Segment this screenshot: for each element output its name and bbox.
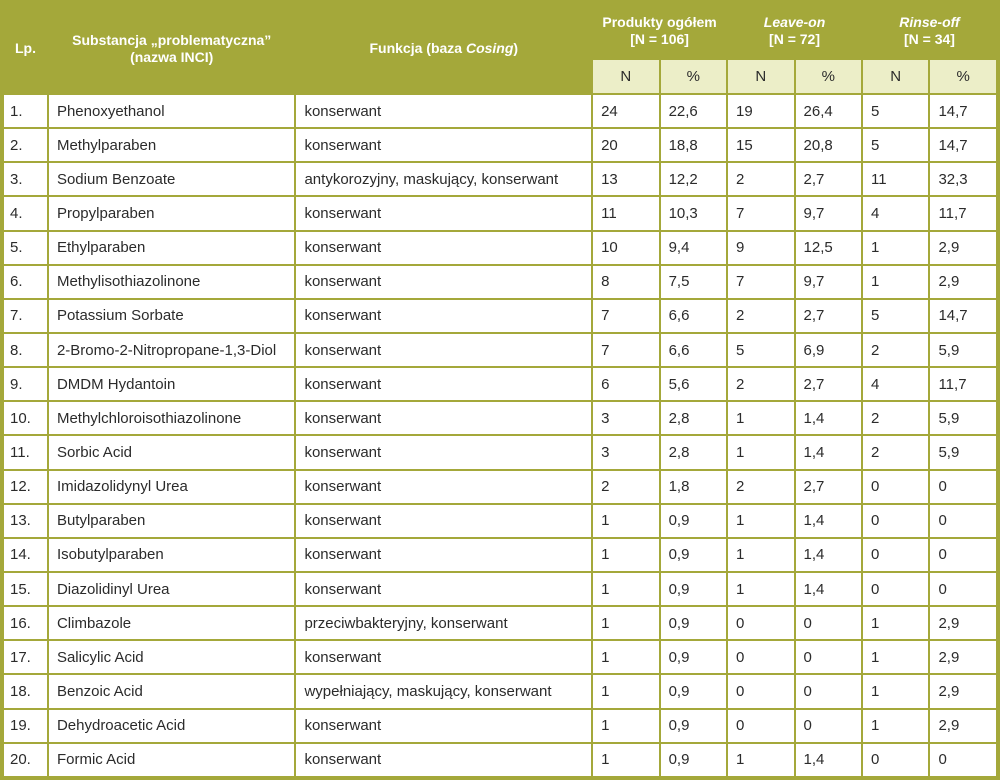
- table-row: [4, 505, 996, 537]
- cell-substance: Dehydroacetic Acid: [49, 710, 295, 742]
- cell-rinse-pct: 2,9: [930, 232, 996, 264]
- table-row: [4, 266, 996, 298]
- header-function-prefix: Funkcja (baza: [369, 40, 466, 56]
- cell-leave-n: 0: [728, 607, 793, 639]
- cell-lp: 18.: [4, 675, 47, 707]
- subheader-leave-n: N: [728, 60, 793, 93]
- subheader-rinse-pct: %: [930, 60, 996, 93]
- cell-rinse-n: 1: [863, 607, 928, 639]
- cell-rinse-pct: 0: [930, 539, 996, 571]
- cell-lp: 17.: [4, 641, 47, 673]
- cell-rinse-pct: 0: [930, 573, 996, 605]
- header-substance: [49, 4, 295, 93]
- cell-leave-n: 2: [728, 471, 793, 503]
- cell-rinse-pct: 0: [930, 471, 996, 503]
- cell-lp: 12.: [4, 471, 47, 503]
- cell-rinse-pct: 14,7: [930, 300, 996, 332]
- cell-lp: 7.: [4, 300, 47, 332]
- cell-lp: 14.: [4, 539, 47, 571]
- table-row: [4, 402, 996, 434]
- cell-substance: Imidazolidynyl Urea: [49, 471, 295, 503]
- cell-rinse-n: 2: [863, 402, 928, 434]
- header-leave-on: [728, 4, 861, 58]
- cell-lp: 5.: [4, 232, 47, 264]
- cell-function: konserwant: [296, 402, 591, 434]
- cell-total-n: 1: [593, 539, 658, 571]
- cell-total-n: 1: [593, 744, 658, 776]
- header-rinse-title: Rinse-off: [899, 14, 960, 30]
- header-row: [4, 4, 996, 58]
- cell-function: wypełniający, maskujący, konserwant: [296, 675, 591, 707]
- cell-function: konserwant: [296, 266, 591, 298]
- cell-lp: 13.: [4, 505, 47, 537]
- cell-rinse-pct: 0: [930, 505, 996, 537]
- cell-rinse-n: 0: [863, 573, 928, 605]
- cell-total-pct: 0,9: [661, 675, 726, 707]
- cell-leave-n: 1: [728, 402, 793, 434]
- cell-total-pct: 9,4: [661, 232, 726, 264]
- header-rinse-off: [863, 4, 996, 58]
- header-substance-line2: (nazwa INCI): [130, 48, 214, 65]
- cell-total-n: 1: [593, 505, 658, 537]
- cell-total-pct: 6,6: [661, 300, 726, 332]
- subheader-total-n: N: [593, 60, 658, 93]
- cell-substance: Sodium Benzoate: [49, 163, 295, 195]
- cell-function: konserwant: [296, 744, 591, 776]
- cell-function: konserwant: [296, 573, 591, 605]
- cell-total-pct: 5,6: [661, 368, 726, 400]
- cell-rinse-pct: 2,9: [930, 675, 996, 707]
- cell-total-n: 13: [593, 163, 658, 195]
- cell-rinse-n: 1: [863, 710, 928, 742]
- cell-leave-n: 1: [728, 573, 793, 605]
- cell-leave-pct: 1,4: [796, 539, 861, 571]
- cell-leave-pct: 0: [796, 607, 861, 639]
- cell-total-n: 20: [593, 129, 658, 161]
- table-row: [4, 641, 996, 673]
- cell-leave-pct: 6,9: [796, 334, 861, 366]
- cell-function: konserwant: [296, 334, 591, 366]
- cell-total-n: 3: [593, 402, 658, 434]
- cell-function: konserwant: [296, 471, 591, 503]
- table-row: [4, 197, 996, 229]
- table-row: [4, 368, 996, 400]
- preservatives-table: [2, 2, 998, 778]
- cell-leave-n: 0: [728, 710, 793, 742]
- cell-rinse-pct: 14,7: [930, 129, 996, 161]
- cell-total-pct: 2,8: [661, 402, 726, 434]
- cell-function: konserwant: [296, 710, 591, 742]
- cell-substance: Potassium Sorbate: [49, 300, 295, 332]
- subheader-total-pct: %: [661, 60, 726, 93]
- cell-substance: Butylparaben: [49, 505, 295, 537]
- header-function-suffix: ): [513, 40, 519, 56]
- cell-total-pct: 0,9: [661, 641, 726, 673]
- table-row: [4, 710, 996, 742]
- cell-leave-pct: 9,7: [796, 266, 861, 298]
- cell-total-n: 1: [593, 710, 658, 742]
- cell-leave-pct: 2,7: [796, 471, 861, 503]
- table-row: [4, 573, 996, 605]
- table-body: [4, 95, 996, 776]
- cell-rinse-pct: 2,9: [930, 641, 996, 673]
- cell-lp: 19.: [4, 710, 47, 742]
- cell-total-pct: 7,5: [661, 266, 726, 298]
- cell-rinse-n: 5: [863, 300, 928, 332]
- cell-total-n: 24: [593, 95, 658, 127]
- header-total-title: Produkty ogółem: [602, 14, 717, 30]
- cell-substance: 2-Bromo-2-Nitropropane-1,3-Diol: [49, 334, 295, 366]
- cell-rinse-n: 0: [863, 539, 928, 571]
- cell-lp: 10.: [4, 402, 47, 434]
- cell-leave-pct: 2,7: [796, 368, 861, 400]
- cell-rinse-n: 11: [863, 163, 928, 195]
- table-row: [4, 607, 996, 639]
- table-row: [4, 744, 996, 776]
- cell-total-pct: 10,3: [661, 197, 726, 229]
- cell-leave-n: 5: [728, 334, 793, 366]
- cell-rinse-pct: 32,3: [930, 163, 996, 195]
- cell-leave-pct: 20,8: [796, 129, 861, 161]
- header-rinse-n: [N = 34]: [904, 31, 955, 47]
- cell-substance: Methylparaben: [49, 129, 295, 161]
- cell-leave-n: 1: [728, 505, 793, 537]
- cell-rinse-n: 5: [863, 95, 928, 127]
- cell-rinse-pct: 2,9: [930, 607, 996, 639]
- cell-rinse-pct: 5,9: [930, 402, 996, 434]
- cell-total-pct: 0,9: [661, 539, 726, 571]
- subheader-leave-pct: %: [796, 60, 861, 93]
- cell-function: konserwant: [296, 197, 591, 229]
- cell-lp: 15.: [4, 573, 47, 605]
- table-row: [4, 129, 996, 161]
- cell-function: konserwant: [296, 95, 591, 127]
- cell-substance: Isobutylparaben: [49, 539, 295, 571]
- cell-function: antykorozyjny, maskujący, konserwant: [296, 163, 591, 195]
- cell-total-n: 10: [593, 232, 658, 264]
- header-total: [593, 4, 726, 58]
- cell-total-pct: 22,6: [661, 95, 726, 127]
- cell-substance: Propylparaben: [49, 197, 295, 229]
- cell-rinse-pct: 2,9: [930, 710, 996, 742]
- cell-substance: Climbazole: [49, 607, 295, 639]
- cell-lp: 16.: [4, 607, 47, 639]
- header-lp: Lp.: [4, 4, 47, 93]
- cell-substance: Phenoxyethanol: [49, 95, 295, 127]
- cell-leave-pct: 12,5: [796, 232, 861, 264]
- cell-leave-pct: 9,7: [796, 197, 861, 229]
- table-row: [4, 300, 996, 332]
- cell-leave-pct: 1,4: [796, 505, 861, 537]
- cell-rinse-n: 1: [863, 232, 928, 264]
- table-row: [4, 95, 996, 127]
- cell-total-pct: 0,9: [661, 573, 726, 605]
- cell-substance: Methylchloroisothiazolinone: [49, 402, 295, 434]
- cell-substance: Salicylic Acid: [49, 641, 295, 673]
- cell-lp: 8.: [4, 334, 47, 366]
- cell-rinse-n: 4: [863, 368, 928, 400]
- cell-rinse-n: 5: [863, 129, 928, 161]
- cell-total-pct: 12,2: [661, 163, 726, 195]
- table-row: [4, 539, 996, 571]
- cell-leave-n: 9: [728, 232, 793, 264]
- cell-rinse-pct: 0: [930, 744, 996, 776]
- cell-total-n: 7: [593, 300, 658, 332]
- cell-leave-n: 7: [728, 266, 793, 298]
- cell-rinse-pct: 5,9: [930, 334, 996, 366]
- cell-leave-pct: 1,4: [796, 573, 861, 605]
- cell-total-n: 7: [593, 334, 658, 366]
- cell-rinse-n: 4: [863, 197, 928, 229]
- cell-rinse-pct: 5,9: [930, 436, 996, 468]
- header-total-n: [N = 106]: [630, 31, 689, 47]
- cell-total-pct: 0,9: [661, 744, 726, 776]
- cell-substance: Methylisothiazolinone: [49, 266, 295, 298]
- cell-total-pct: 0,9: [661, 607, 726, 639]
- cell-total-n: 8: [593, 266, 658, 298]
- cell-leave-n: 2: [728, 163, 793, 195]
- cell-rinse-pct: 14,7: [930, 95, 996, 127]
- cell-substance: Sorbic Acid: [49, 436, 295, 468]
- table-row: [4, 334, 996, 366]
- header-function: [296, 4, 591, 93]
- cell-leave-pct: 1,4: [796, 436, 861, 468]
- cell-total-pct: 6,6: [661, 334, 726, 366]
- cell-function: konserwant: [296, 641, 591, 673]
- cell-function: konserwant: [296, 232, 591, 264]
- cell-lp: 20.: [4, 744, 47, 776]
- cell-substance: Benzoic Acid: [49, 675, 295, 707]
- subheader-rinse-n: N: [863, 60, 928, 93]
- cell-leave-n: 1: [728, 744, 793, 776]
- cell-total-n: 2: [593, 471, 658, 503]
- cell-total-pct: 1,8: [661, 471, 726, 503]
- cell-rinse-n: 0: [863, 744, 928, 776]
- cell-total-pct: 18,8: [661, 129, 726, 161]
- cell-total-pct: 0,9: [661, 505, 726, 537]
- cell-function: przeciwbakteryjny, konserwant: [296, 607, 591, 639]
- cell-total-n: 1: [593, 607, 658, 639]
- cell-lp: 3.: [4, 163, 47, 195]
- cell-leave-n: 2: [728, 300, 793, 332]
- cell-substance: Diazolidinyl Urea: [49, 573, 295, 605]
- cell-rinse-n: 0: [863, 471, 928, 503]
- cell-leave-pct: 1,4: [796, 402, 861, 434]
- header-leave-title: Leave-on: [763, 14, 826, 30]
- cell-rinse-pct: 11,7: [930, 368, 996, 400]
- cell-lp: 1.: [4, 95, 47, 127]
- table-row: [4, 436, 996, 468]
- cell-rinse-n: 1: [863, 675, 928, 707]
- cell-leave-pct: 0: [796, 710, 861, 742]
- cell-leave-n: 15: [728, 129, 793, 161]
- cell-rinse-n: 1: [863, 266, 928, 298]
- cell-leave-n: 2: [728, 368, 793, 400]
- cell-leave-pct: 26,4: [796, 95, 861, 127]
- cell-function: konserwant: [296, 368, 591, 400]
- cell-substance: Ethylparaben: [49, 232, 295, 264]
- cell-rinse-pct: 11,7: [930, 197, 996, 229]
- cell-total-n: 11: [593, 197, 658, 229]
- table-row: [4, 471, 996, 503]
- cell-leave-n: 0: [728, 641, 793, 673]
- cell-rinse-pct: 2,9: [930, 266, 996, 298]
- cell-leave-pct: 2,7: [796, 163, 861, 195]
- cell-rinse-n: 0: [863, 505, 928, 537]
- cell-total-n: 1: [593, 641, 658, 673]
- cell-function: konserwant: [296, 539, 591, 571]
- cell-lp: 2.: [4, 129, 47, 161]
- cell-lp: 9.: [4, 368, 47, 400]
- cell-total-n: 1: [593, 573, 658, 605]
- cell-total-pct: 0,9: [661, 710, 726, 742]
- header-substance-line1: Substancja „problematyczna”: [72, 31, 272, 48]
- header-leave-n: [N = 72]: [769, 31, 820, 47]
- cell-function: konserwant: [296, 436, 591, 468]
- cell-total-pct: 2,8: [661, 436, 726, 468]
- cell-function: konserwant: [296, 300, 591, 332]
- cell-substance: DMDM Hydantoin: [49, 368, 295, 400]
- cell-rinse-n: 1: [863, 641, 928, 673]
- cell-leave-pct: 0: [796, 641, 861, 673]
- table-row: [4, 232, 996, 264]
- cell-total-n: 6: [593, 368, 658, 400]
- cell-leave-n: 19: [728, 95, 793, 127]
- cell-total-n: 1: [593, 675, 658, 707]
- cell-leave-n: 7: [728, 197, 793, 229]
- table-row: [4, 675, 996, 707]
- cell-leave-n: 0: [728, 675, 793, 707]
- cell-leave-pct: 0: [796, 675, 861, 707]
- cell-total-n: 3: [593, 436, 658, 468]
- cell-rinse-n: 2: [863, 334, 928, 366]
- cell-leave-n: 1: [728, 436, 793, 468]
- cell-leave-pct: 1,4: [796, 744, 861, 776]
- cell-leave-n: 1: [728, 539, 793, 571]
- cell-lp: 6.: [4, 266, 47, 298]
- cell-function: konserwant: [296, 129, 591, 161]
- cell-rinse-n: 2: [863, 436, 928, 468]
- cell-substance: Formic Acid: [49, 744, 295, 776]
- cell-leave-pct: 2,7: [796, 300, 861, 332]
- cell-function: konserwant: [296, 505, 591, 537]
- table-row: [4, 163, 996, 195]
- header-function-italic: Cosing: [465, 40, 514, 56]
- cell-lp: 4.: [4, 197, 47, 229]
- cell-lp: 11.: [4, 436, 47, 468]
